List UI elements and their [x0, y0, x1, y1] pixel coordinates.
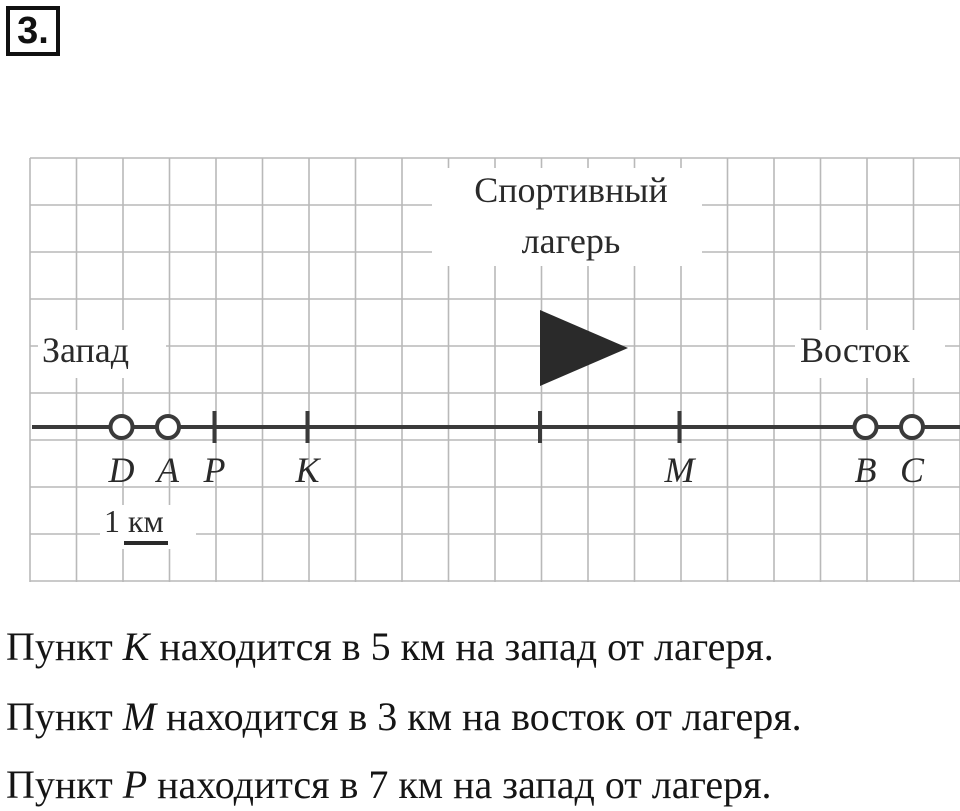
statement-2-post: находится в 3 км на восток от лагеря. [156, 694, 802, 739]
statement-1-post: находится в 5 км на запад от лагеря. [149, 624, 774, 669]
statement-2-point: M [122, 694, 157, 739]
point-b-marker [855, 416, 877, 438]
point-d-label: D [108, 450, 135, 490]
statement-3-post: находится в 7 км на запад от лагеря. [147, 762, 772, 807]
point-a-label: A [157, 450, 179, 490]
point-c-label: C [899, 450, 925, 490]
camp-label-line2: лагерь [521, 221, 621, 261]
point-m-label: M [664, 450, 695, 490]
west-label: Запад [42, 330, 130, 370]
point-a-marker [157, 416, 179, 438]
camp-flag [540, 310, 628, 386]
statement-3 [6, 763, 772, 807]
statement-2-pre: Пункт [6, 694, 123, 739]
point-p-label: P [203, 450, 226, 490]
point-c-marker [901, 416, 923, 438]
statement-1 [6, 625, 774, 669]
point-k-label: K [295, 450, 320, 490]
points [108, 411, 925, 490]
statement-3-point: P [122, 762, 148, 807]
east-label: Восток [800, 330, 910, 370]
scale-label: 1 км [104, 503, 164, 539]
statement-3-pre: Пункт [6, 762, 123, 807]
statement-2 [6, 695, 802, 739]
statement-1-point: K [122, 624, 150, 669]
point-b-label: B [854, 450, 877, 490]
statement-1-pre: Пункт [6, 624, 123, 669]
task-number: 3. [6, 6, 60, 56]
camp-label-line1: Спортивный [474, 170, 668, 210]
point-d-marker [111, 416, 133, 438]
